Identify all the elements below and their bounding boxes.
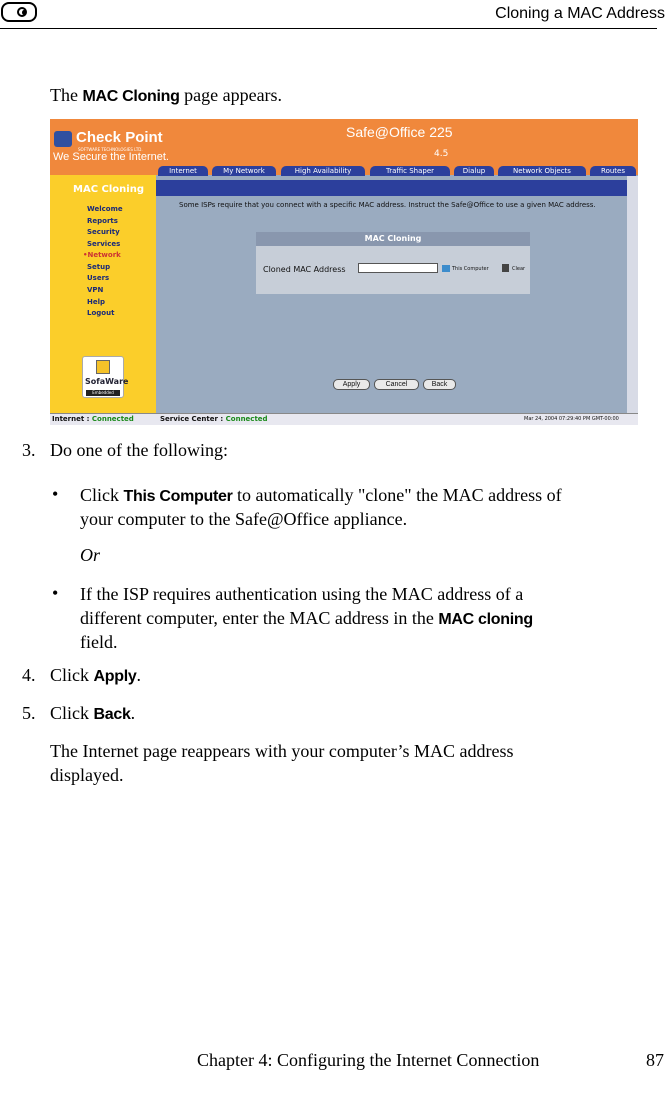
page-title-bar	[156, 180, 627, 196]
header-rule	[0, 28, 657, 29]
sofaware-logo-text: SofaWare	[85, 377, 129, 386]
step-5-text: Click Back.	[50, 703, 136, 723]
box-title: MAC Cloning	[256, 232, 530, 246]
tab-bar	[156, 166, 638, 176]
status-datetime: Mar 24, 2004 07:29:40 PM GMT-00:00	[524, 416, 619, 422]
nav-item-users[interactable]: Users	[87, 274, 110, 282]
computer-icon[interactable]	[442, 265, 450, 272]
brand-subtitle: SOFTWARE TECHNOLOGIES LTD.	[78, 147, 143, 152]
status-service-center: Service Center : Connected	[160, 415, 268, 423]
nav-item-reports[interactable]: Reports	[87, 217, 118, 225]
nav-item-help[interactable]: Help	[87, 298, 106, 306]
sofaware-logo-sub: Embedded	[86, 390, 120, 396]
tab-routes[interactable]: Routes	[590, 166, 636, 176]
nav-item-vpn[interactable]: VPN	[87, 286, 104, 294]
back-button[interactable]: Back	[423, 379, 456, 390]
nav-item-logout[interactable]: Logout	[87, 309, 115, 317]
tab-traffic-shaper[interactable]: Traffic Shaper	[370, 166, 450, 176]
tab-high-availability[interactable]: High Availability	[281, 166, 365, 176]
check-point-logo-icon	[54, 131, 72, 147]
tab-network-objects[interactable]: Network Objects	[498, 166, 586, 176]
closing-line-1: The Internet page reappears with your computer’s MAC address	[50, 741, 514, 761]
page-number: 87	[646, 1050, 664, 1070]
status-internet: Internet : Connected	[52, 415, 134, 423]
running-header-title: Cloning a MAC Address	[495, 5, 665, 22]
page-title: MAC Cloning	[73, 184, 144, 195]
bullet-1-line-1: Click This Computer to automatically "clone" the MAC address of	[80, 485, 562, 505]
sofaware-logo-icon	[96, 360, 110, 374]
nav-item-security[interactable]: Security	[87, 228, 120, 236]
eye-icon	[1, 2, 37, 22]
closing-line-2: displayed.	[50, 765, 124, 785]
product-version: 4.5	[434, 149, 449, 159]
trash-icon[interactable]	[502, 264, 509, 272]
bullet-dot: •	[52, 583, 59, 603]
bullet-2-line-3: field.	[80, 632, 118, 652]
clear-link[interactable]: Clear	[512, 266, 526, 272]
sofaware-logo	[82, 356, 129, 398]
mac-cloning-box	[256, 232, 530, 294]
brand-tagline: We Secure the Internet.	[53, 151, 169, 163]
page-description: Some ISPs require that you connect with a specific MAC address. Instruct the Safe@Office to use a given MAC address.	[179, 201, 596, 209]
nav-item-services[interactable]: Services	[87, 240, 121, 248]
mac-cloning-screenshot	[50, 119, 638, 425]
intro-keyword: MAC Cloning	[82, 88, 180, 105]
tab-dialup[interactable]: Dialup	[454, 166, 494, 176]
bullet-2-line-2: different computer, enter the MAC address in the MAC cloning	[80, 608, 533, 628]
tab-my-network[interactable]: My Network	[212, 166, 276, 176]
content-area	[156, 176, 627, 413]
cancel-button[interactable]: Cancel	[374, 379, 419, 390]
step-4-number: 4.	[22, 665, 36, 685]
step-4-text: Click Apply.	[50, 665, 141, 685]
nav-item-welcome[interactable]: Welcome	[87, 205, 123, 213]
vertical-scrollbar[interactable]	[627, 176, 638, 413]
bullet-dot: •	[52, 484, 59, 504]
footer-chapter: Chapter 4: Configuring the Internet Connection	[197, 1050, 540, 1070]
tab-internet[interactable]: Internet	[158, 166, 208, 176]
apply-button[interactable]: Apply	[333, 379, 370, 390]
bullet-2-line-1: If the ISP requires authentication using the MAC address of a	[80, 584, 524, 604]
step-5-number: 5.	[22, 703, 36, 723]
this-computer-link[interactable]: This Computer	[452, 266, 489, 272]
step-3-number: 3.	[22, 440, 36, 460]
cloned-mac-input[interactable]	[358, 263, 438, 273]
nav-item-network[interactable]: •Network	[83, 251, 121, 259]
bullet-1-line-2: your computer to the Safe@Office appliance.	[80, 509, 408, 529]
product-name: Safe@Office 225	[346, 124, 453, 140]
cloned-mac-label: Cloned MAC Address	[263, 265, 346, 274]
nav-item-setup[interactable]: Setup	[87, 263, 111, 271]
or-text: Or	[80, 545, 101, 565]
intro-paragraph: The MAC Cloning page appears.	[50, 85, 283, 105]
step-3-text: Do one of the following:	[50, 440, 228, 460]
brand-name: Check Point	[76, 129, 163, 146]
